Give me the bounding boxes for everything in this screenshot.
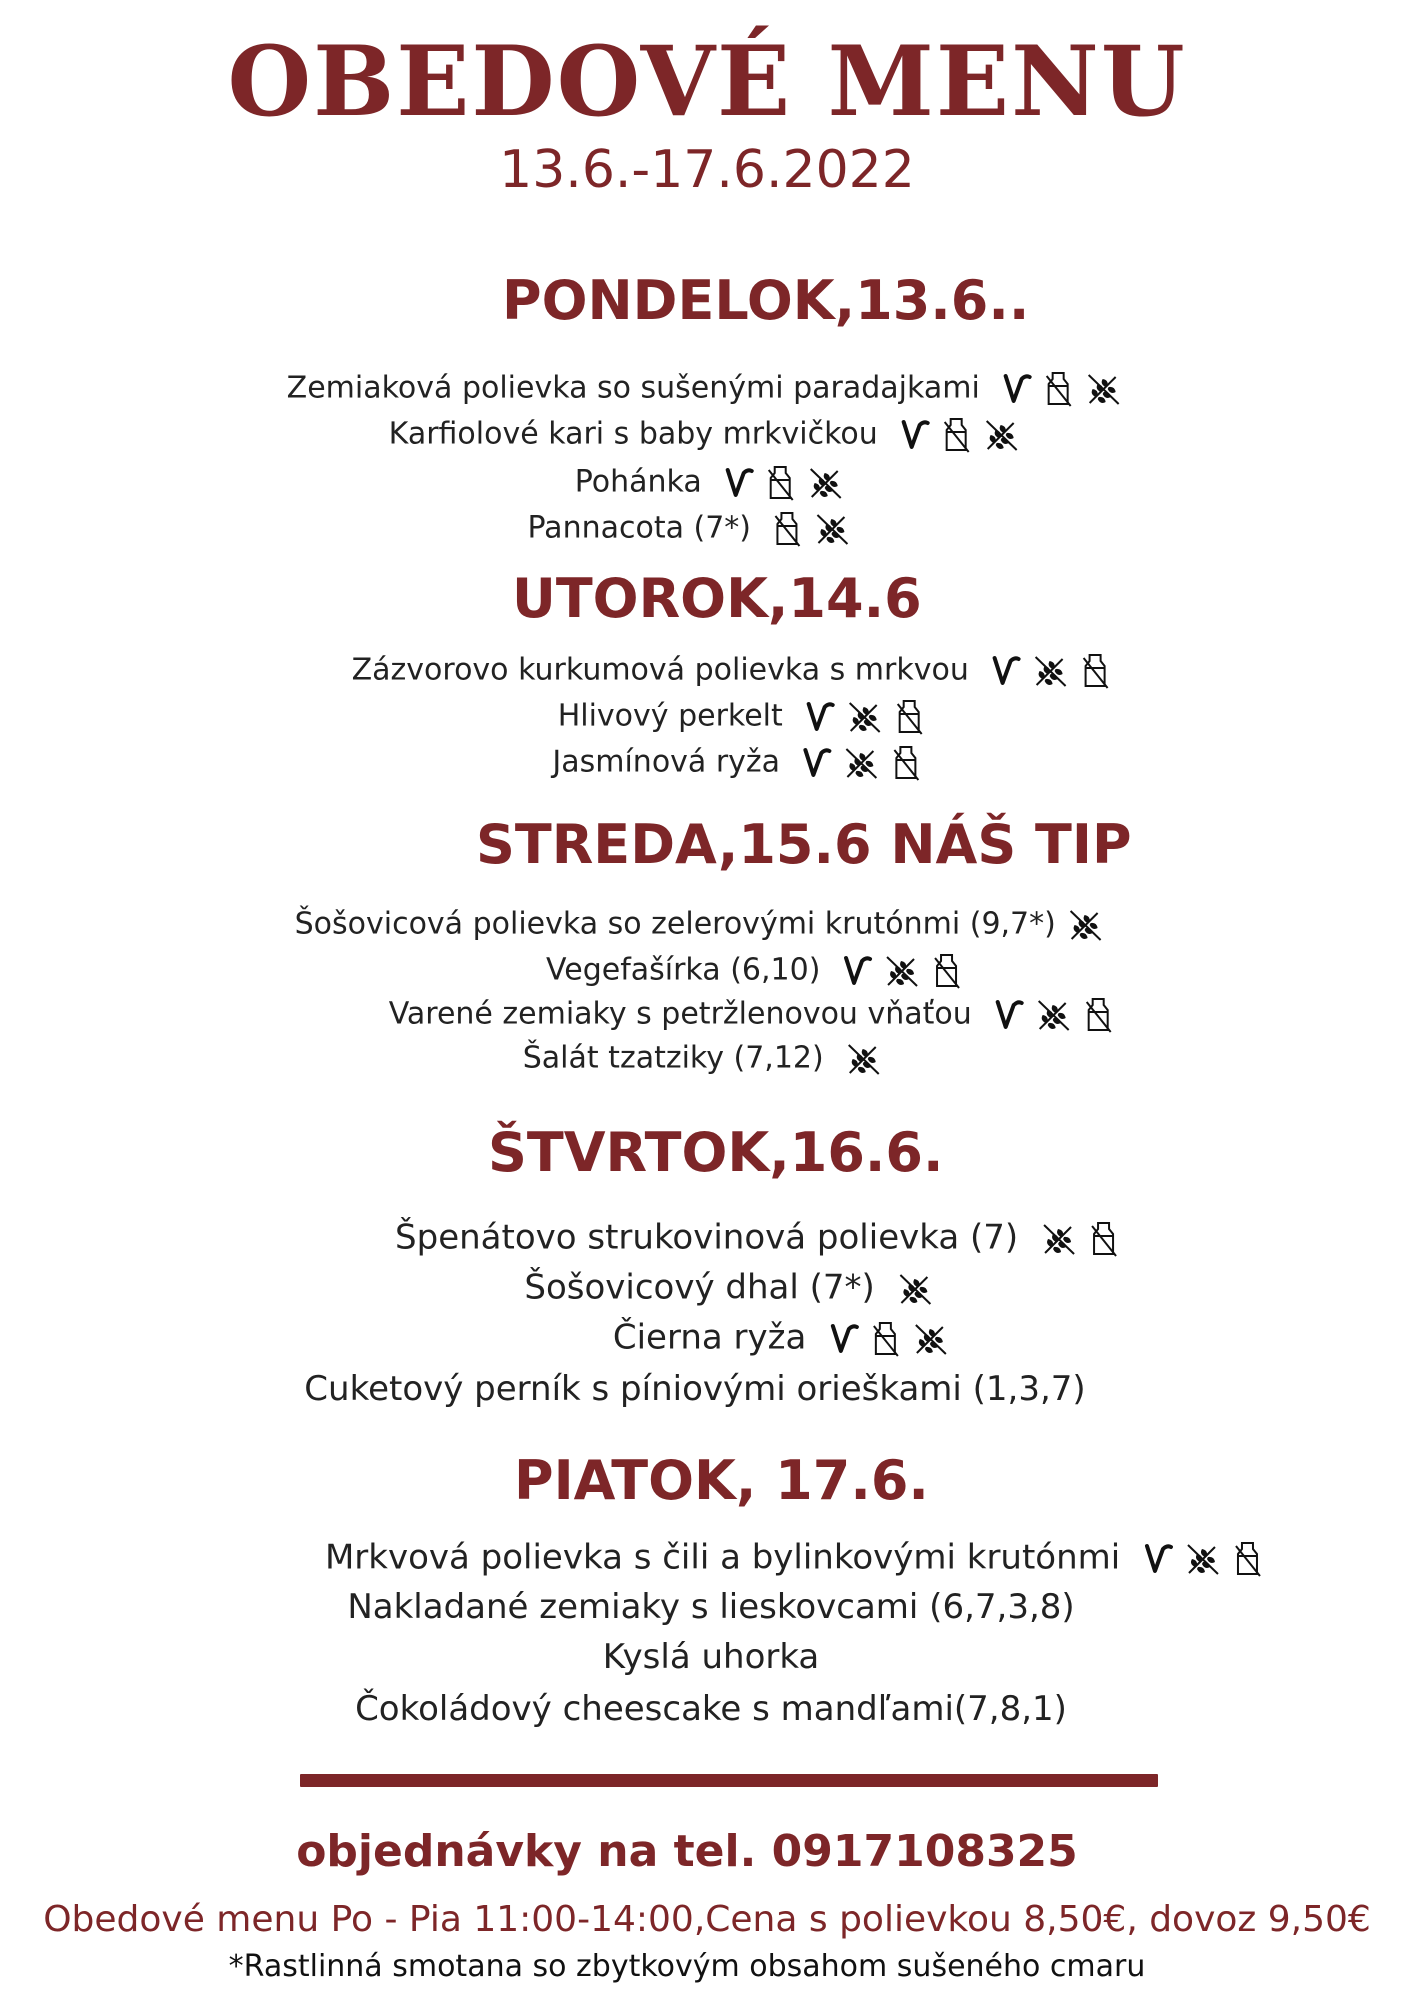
menu-item [389,416,1022,454]
menu-item-text: Hlivový perkelt [557,698,783,734]
menu-item-text: Vegefašírka (6,10) [546,952,821,988]
day-heading-wednesday: STREDA,15.6 NÁŠ TIP [476,813,1132,876]
no-lactose-icon [763,464,797,502]
gluten-free-icon [843,1040,883,1078]
gluten-free-icon [981,416,1021,454]
vegan-icon [800,746,834,780]
order-phone: objednávky na tel. 0917108325 [296,1826,1078,1877]
gluten-free-icon [1030,652,1070,690]
no-lactose-icon [930,952,964,990]
dietary-icons [771,510,853,548]
vegan-icon [1141,1542,1175,1576]
no-lactose-icon [771,510,805,548]
menu-item-text: Pannacota (7*) [527,510,752,546]
vegan-icon [897,418,931,452]
menu-item [355,1689,1067,1729]
menu-item-text: Čokoládový cheescake s mandľami(7,8,1) [355,1689,1067,1729]
menu-item [527,510,852,548]
menu-item-text: Špenátovo strukovinová polievka (7) [395,1217,1019,1258]
menu-item [324,1537,1265,1578]
menu-item-text: Mrkvová polievka s čili a bylinkovými krutónmi [324,1537,1121,1578]
menu-item [347,1587,1075,1627]
dietary-icons [1141,1540,1265,1578]
vegan-icon [827,1322,861,1356]
dietary-icons [802,698,926,736]
menu-item [602,1637,820,1677]
dietary-icons [988,652,1112,690]
footer-divider [300,1774,1158,1787]
gluten-free-icon [813,510,853,548]
gluten-free-icon [844,698,884,736]
menu-item [546,952,964,990]
dietary-icons [1065,906,1105,944]
menu-item [295,906,1106,944]
dietary-icons [896,1270,936,1308]
dietary-icons [800,744,924,782]
no-lactose-icon [1231,1540,1265,1578]
opening-hours-prices: Obedové menu Po - Pia 11:00-14:00,Cena s polievkou 8,50€, dovoz 9,50€ [43,1899,1371,1940]
no-lactose-icon [890,744,924,782]
vegan-icon [988,654,1022,688]
menu-item [575,464,846,502]
no-lactose-icon [1081,996,1115,1034]
menu-item-text: Kyslá uhorka [602,1637,820,1677]
footnote: *Rastlinná smotana so zbytkovým obsahom sušeného cmaru [228,1949,1146,1984]
day-heading-friday: PIATOK, 17.6. [514,1449,929,1512]
menu-item-text: Zemiaková polievka so sušenými paradajkami [286,370,980,406]
no-lactose-icon [892,698,926,736]
menu-item [352,652,1113,690]
menu-item-text: Pohánka [574,464,702,500]
menu-item-text: Karfiolové kari s baby mrkvičkou [388,416,878,452]
menu-item [304,1369,1086,1409]
menu-date-range: 13.6.-17.6.2022 [499,140,915,200]
no-lactose-icon [869,1320,903,1358]
menu-item [552,744,923,782]
dietary-icons [1039,1220,1121,1258]
menu-item [287,370,1124,408]
dietary-icons [999,370,1123,408]
menu-item [389,996,1116,1034]
menu-item [523,1040,884,1078]
gluten-free-icon [911,1320,951,1358]
menu-item [524,1267,935,1308]
no-lactose-icon [1087,1220,1121,1258]
vegan-icon [840,954,874,988]
menu-item-text: Jasmínová ryža [552,744,781,780]
gluten-free-icon [842,744,882,782]
menu-item-text: Cuketový perník s píniovými orieškami (1,3,7) [304,1369,1086,1409]
no-lactose-icon [939,416,973,454]
gluten-free-icon [1183,1540,1223,1578]
gluten-free-icon [1083,370,1123,408]
dietary-icons [721,464,845,502]
dietary-icons [843,1040,883,1078]
vegan-icon [802,700,836,734]
menu-item [395,1217,1121,1258]
menu-item-text: Čierna ryža [612,1317,807,1358]
menu-item-text: Nakladané zemiaky s lieskovcami (6,7,3,8) [347,1587,1075,1627]
vegan-icon [991,998,1025,1032]
dietary-icons [991,996,1115,1034]
menu-item-text: Zázvorovo kurkumová polievka s mrkvou [351,652,969,688]
no-lactose-icon [1041,370,1075,408]
gluten-free-icon [896,1270,936,1308]
dietary-icons [827,1320,951,1358]
gluten-free-icon [805,464,845,502]
gluten-free-icon [1065,906,1105,944]
menu-item [612,1317,951,1358]
day-heading-monday: PONDELOK,13.6.. [502,269,1030,332]
vegan-icon [721,466,755,500]
gluten-free-icon [1039,1220,1079,1258]
menu-item [558,698,927,736]
vegan-icon [999,372,1033,406]
menu-item-text: Varené zemiaky s petržlenovou vňaťou [388,996,972,1032]
menu-item-text: Šošovicový dhal (7*) [524,1267,875,1308]
menu-item-text: Šalát tzatziky (7,12) [522,1040,824,1076]
dietary-icons [897,416,1021,454]
gluten-free-icon [882,952,922,990]
dietary-icons [840,952,964,990]
gluten-free-icon [1033,996,1073,1034]
day-heading-thursday: ŠTVRTOK,16.6. [488,1121,944,1184]
day-heading-tuesday: UTOROK,14.6 [512,567,922,630]
no-lactose-icon [1078,652,1112,690]
menu-item-text: Šošovicová polievka so zelerovými krutónmi (9,7*) [294,906,1056,942]
menu-title: OBEDOVÉ MENU [227,25,1187,138]
